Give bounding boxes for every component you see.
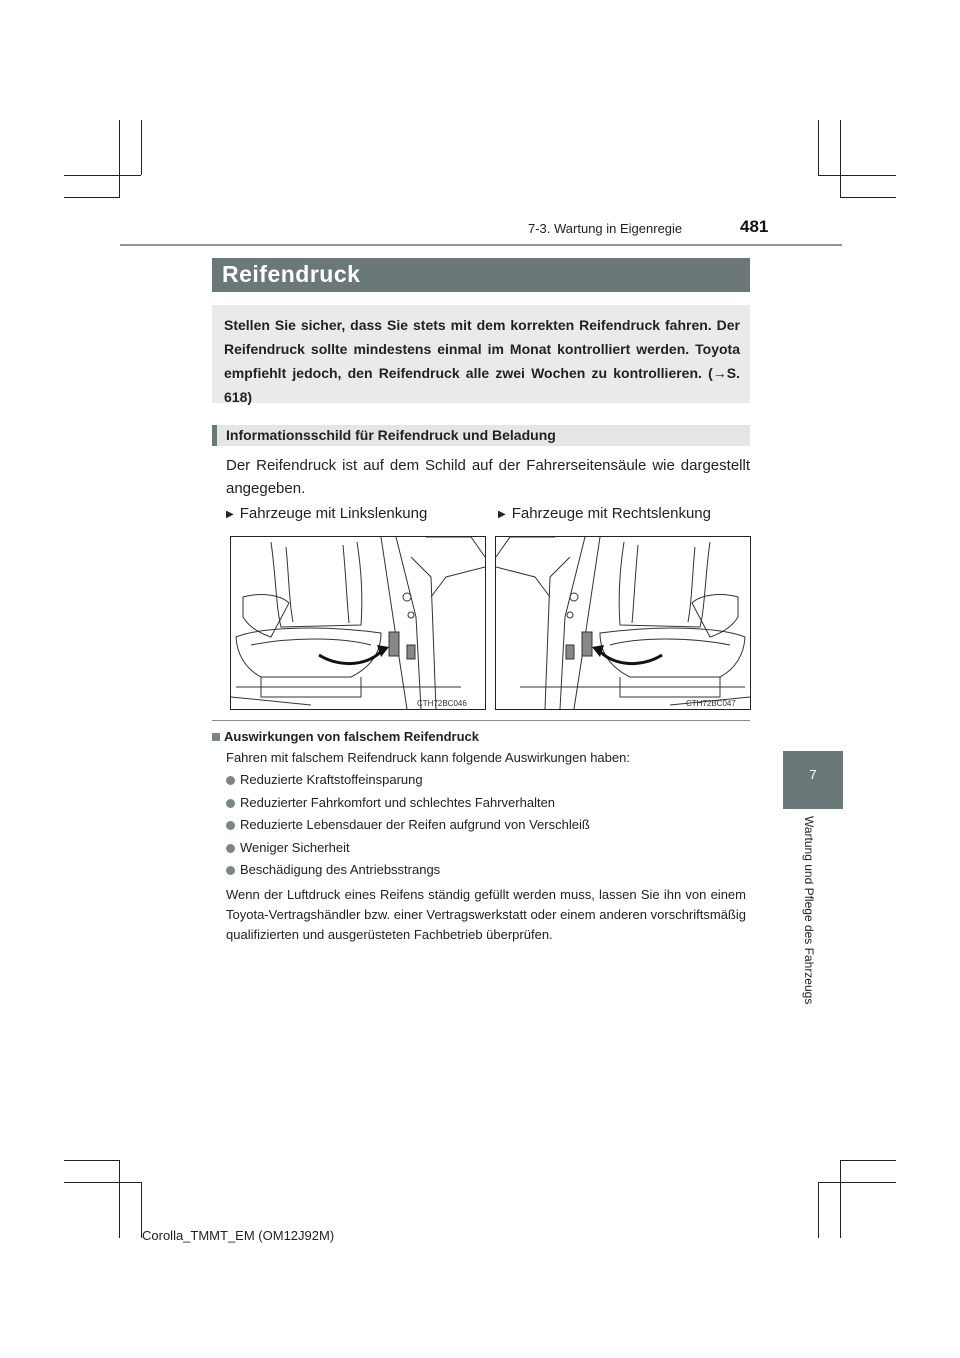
subsection-accent (212, 425, 217, 446)
figure-right-hand-drive (495, 536, 751, 710)
list-item-text: Reduzierte Kraftstoffeinsparung (240, 772, 423, 787)
bullet-dot-icon (226, 821, 235, 830)
triangle-icon: ▶ (498, 509, 506, 520)
list-item-text: Reduzierte Lebensdauer der Reifen aufgrund von Verschleiß (240, 817, 590, 832)
list-item (226, 795, 555, 810)
figure-caption-left (226, 505, 427, 522)
list-item (226, 862, 440, 877)
body-text: Der Reifendruck ist auf dem Schild auf der Fahrerseitensäule wie dargestellt angegeben. (226, 457, 750, 497)
subsection-header (212, 425, 750, 446)
section-divider (212, 720, 750, 721)
crop-mark (119, 120, 120, 198)
page-title: Reifendruck (222, 261, 361, 287)
intro-box (212, 305, 750, 403)
effects-intro: Fahren mit falschem Reifendruck kann folgende Auswirkungen haben: (226, 750, 630, 765)
page-number: 481 (740, 217, 769, 236)
crop-mark (64, 1160, 119, 1161)
figure-code: CTH72BC047 (686, 699, 736, 708)
subsection-title: Informationsschild für Reifendruck und Beladung (226, 427, 556, 443)
section-title-bar (212, 258, 750, 292)
figure-left-hand-drive (230, 536, 486, 710)
crop-mark (840, 197, 896, 198)
header-divider (120, 244, 842, 246)
list-item-text: Beschädigung des Antriebsstrangs (240, 862, 441, 877)
crop-mark (64, 175, 141, 176)
bullet-dot-icon (226, 799, 235, 808)
bullet-dot-icon (226, 866, 235, 875)
crop-mark (840, 1160, 841, 1238)
list-item (226, 772, 423, 787)
crop-mark (64, 1182, 141, 1183)
crop-mark (64, 197, 119, 198)
seat-illustration-left (231, 537, 485, 709)
triangle-icon: ▶ (226, 509, 234, 520)
list-item (226, 840, 350, 855)
chapter-tab-label: Wartung und Pflege des Fahrzeugs (802, 816, 816, 1005)
crop-mark (818, 120, 819, 175)
effects-final-text: Wenn der Luftdruck eines Reifens ständig gefüllt werden muss, lassen Sie ihn von einem Toyota-Vertragshändler bzw. einer Vertragswerkstatt oder einem anderen vorschriftsmäßig qualifizierten und ausgerüsteten Fachbetrieb überprüfen. (226, 887, 746, 942)
crop-mark (818, 1182, 819, 1238)
chapter-tab (783, 751, 843, 809)
crop-mark (818, 1182, 896, 1183)
square-bullet-icon (212, 733, 220, 741)
bullet-dot-icon (226, 844, 235, 853)
crop-mark (119, 1160, 120, 1238)
crop-mark (840, 1160, 896, 1161)
list-item-text: Reduzierter Fahrkomfort und schlechtes Fahrverhalten (240, 795, 556, 810)
list-item (226, 817, 590, 832)
chapter-tab-number: 7 (809, 767, 817, 782)
list-item-text: Weniger Sicherheit (240, 840, 350, 855)
crop-mark (141, 120, 142, 175)
effects-heading-text: Auswirkungen von falschem Reifendruck (224, 729, 480, 744)
intro-text: Stellen Sie sicher, dass Sie stets mit dem korrekten Reifendruck fahren. Der Reifendruck sollte mindestens einmal im Monat kontrolliert werden. Toyota empfiehlt jedoch, den Reifendruck alle zwei Wochen zu kontrollieren. (→S. 618) (224, 317, 740, 405)
footer-doc-id: Corolla_TMMT_EM (OM12J92M) (142, 1228, 335, 1243)
crop-mark (840, 120, 841, 198)
effects-heading (212, 729, 479, 744)
seat-illustration-right (496, 537, 750, 709)
figure-caption-text: Fahrzeuge mit Linkslenkung (239, 505, 428, 522)
bullet-dot-icon (226, 776, 235, 785)
figure-code: CTH72BC046 (417, 699, 467, 708)
figure-caption-right (498, 505, 711, 522)
figure-caption-text: Fahrzeuge mit Rechtslenkung (511, 505, 711, 522)
chapter-title: 7-3. Wartung in Eigenregie (528, 221, 683, 236)
crop-mark (818, 175, 896, 176)
